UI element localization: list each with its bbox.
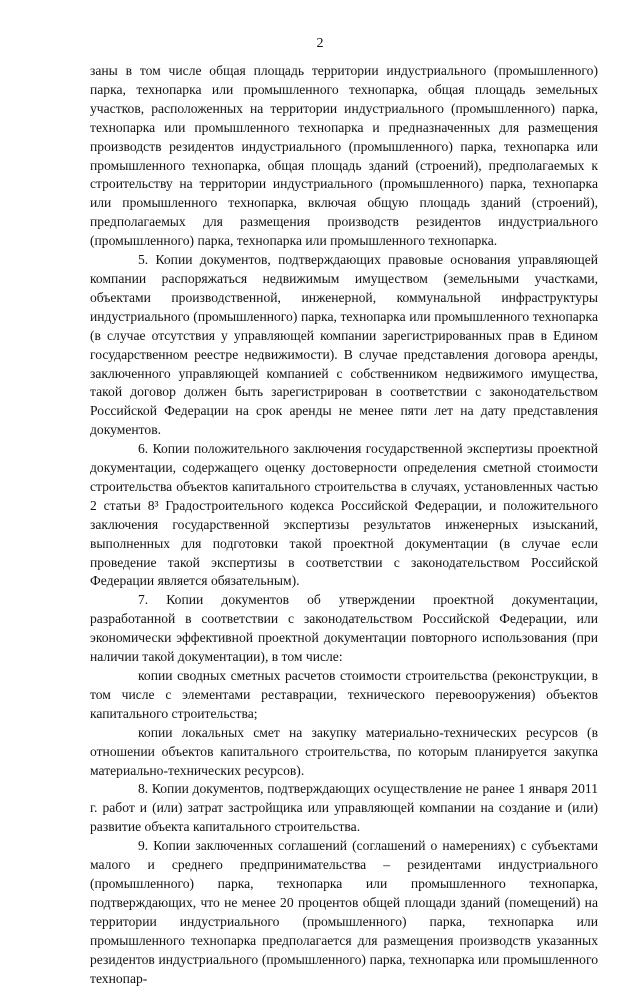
page-number: 2: [316, 36, 324, 51]
paragraph-item-8: 8. Копии документов, подтверждающих осуществление не ранее 1 января 2011 г. работ и (или) затрат застройщика или управляющей компании на создание и (или) развитие объекта капитального строительства.: [90, 781, 598, 835]
paragraph-item-7: 7. Копии документов об утверждении проектной документации, разработанной в соответствии с законодательством Российской Федерации, или экономически эффективной проектной документации повторного использования (при наличии такой документации), в том числе:: [90, 592, 598, 665]
paragraph-item-6: 6. Копии положительного заключения государственной экспертизы проектной документации, содержащего оценку достоверности определения сметной стоимости строительства объектов капитального строительства в случаях, установленных частью 2 статьи 8³ Градостроительного кодекса Российской Федерации, и положительного заключения государственной экспертизы результатов инженерных изысканий, выполненных для подготовки такой проектной документации (в случае если проведение такой экспертизы в соответствии с законодательством Российской Федерации является обязательным).: [90, 441, 598, 589]
paragraph-item-7-sub-1: копии сводных сметных расчетов стоимости строительства (реконструкции, в том числе с элементами реставрации, технического перевооружения) объектов капитального строительства;: [90, 668, 598, 721]
paragraph-item-5: 5. Копии документов, подтверждающих правовые основания управляющей компании распоряжаться недвижимым имуществом (земельными участками, объектами производственной, инженерной, коммунальной инфраструктуры индустриального (промышленного) парка, технопарка или промышленного технопарка (в случае отсутствия у управляющей компании зарегистрированных прав в Едином государственном реестре недвижимости). В случае представления договора аренды, заключенного управляющей компанией с собственником недвижимого имущества, такой договор должен быть зарегистрирован в соответствии с законодательством Российской Федерации на срок аренды не менее пяти лет на дату представления документов.: [90, 252, 598, 438]
paragraph-item-7-sub-2: копии локальных смет на закупку материально-технических ресурсов (в отношении объектов капитального строительства, по которым планируется закупка материально-технических ресурсов).: [90, 724, 598, 778]
paragraph-item-9: 9. Копии заключенных соглашений (соглашений о намерениях) с субъектами малого и среднего предпринимательства – резидентами индустриального (промышленного) парка, технопарка или промышленного технопарка, подтверждающих, что не менее 20 процентов общей площади зданий (помещений) на территории индустриального (промышленного) парка, технопарка или промышленного технопарка предполагается для размещения производств указанных резидентов индустриального (промышленного) парка, технопарка или промышленного технопар-: [90, 838, 598, 986]
document-body: [90, 62, 598, 988]
paragraph-continuation: заны в том числе общая площадь территории индустриального (промышленного) парка, технопарка или промышленного технопарка, общая площадь земельных участков, расположенных на территории индустриального (промышленного) парка, технопарка или промышленного технопарка и предназначенных для размещения производств резидентов индустриального (промышленного) парка, технопарка или промышленного технопарка, общая площадь зданий (строений), предполагаемых к строительству на территории индустриального (промышленного) парка, технопарка или промышленного технопарка, включая общую площадь зданий (строений), предполагаемых для размещения производств резидентов индустриального (промышленного) парка, технопарка или промышленного технопарка.: [90, 63, 598, 249]
